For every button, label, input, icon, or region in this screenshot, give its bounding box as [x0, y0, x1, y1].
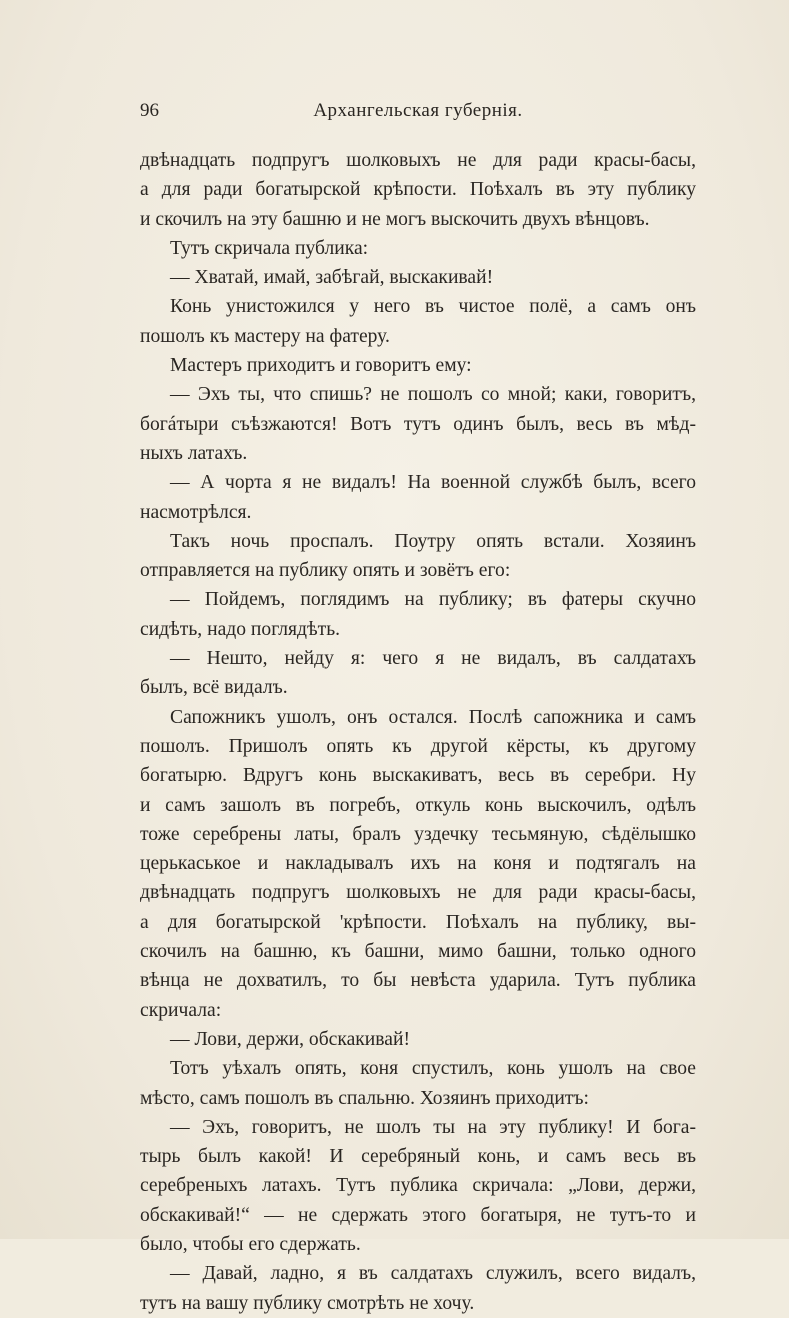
text-line: вѣнца не дохватилъ, то бы невѣста ударила. Тутъ публика: [140, 970, 696, 992]
text-line: Тотъ уѣхалъ опять, коня спустилъ, конь ушолъ на свое: [170, 1058, 696, 1080]
text-line: былъ, всё видалъ.: [140, 677, 288, 699]
text-line: а для богатырской 'крѣпости. Поѣхалъ на публику, вы-: [140, 911, 696, 933]
body-text: [140, 146, 696, 1318]
text-line: и скочилъ на эту башню и не могъ выскочить двухъ вѣнцовъ.: [140, 208, 650, 230]
text-line: церькаськое и накладывалъ ихъ на коня и подтягалъ на: [140, 853, 696, 875]
running-head: [140, 100, 696, 128]
text-line: — Лови, держи, обскакивай!: [170, 1028, 410, 1050]
text-line: Такъ ночь проспалъ. Поутру опять встали. Хозяинъ: [170, 530, 696, 552]
text-line: ныхъ латахъ.: [140, 442, 248, 464]
text-line: двѣнадцать подпругъ шолковыхъ не для ради красы-басы,: [140, 150, 696, 171]
page-number: 96: [140, 100, 159, 121]
running-title: Архангельская губернія.: [313, 100, 523, 121]
text-line: скочилъ на башню, къ башни, мимо башни, только одного: [140, 941, 696, 963]
text-line: тырь былъ какой! И серебряный конь, и самъ весь въ: [140, 1146, 696, 1168]
text-line: Сапожникъ ушолъ, онъ остался. Послѣ сапожника и самъ: [170, 706, 696, 728]
text-line: было, чтобы его сдержать.: [140, 1233, 361, 1255]
text-line: Тутъ скричала публика:: [170, 237, 369, 259]
text-line: пошолъ къ мастеру на фатеру.: [140, 325, 390, 347]
text-line: — Давай, ладно, я въ салдатахъ служилъ, всего видалъ,: [170, 1263, 696, 1285]
text-line: а для ради богатырской крѣпости. Поѣхалъ въ эту публику: [140, 179, 696, 201]
text-line: — Эхъ ты, что спишь? не пошолъ со мной; каки, говоритъ,: [170, 384, 696, 406]
text-line: — Пойдемъ, поглядимъ на публику; въ фатеры скучно: [170, 589, 696, 611]
text-line: насмотрѣлся.: [140, 501, 252, 523]
text-line: тутъ на вашу публику смотрѣть не хочу.: [140, 1292, 475, 1314]
text-line: скричала:: [140, 999, 222, 1021]
text-line: отправляется на публику опять и зовётъ его:: [140, 560, 511, 582]
text-line: — Хватай, имай, забѣгай, выскакивай!: [170, 267, 494, 289]
text-line: и самъ зашолъ въ погребъ, откуль конь выскочилъ, одѣлъ: [140, 794, 696, 816]
text-line: мѣсто, самъ пошолъ въ спальню. Хозяинъ приходитъ:: [140, 1087, 590, 1109]
text-line: Мастеръ приходитъ и говоритъ ему:: [170, 355, 472, 377]
text-line: тоже серебрены латы, бралъ уздечку тесьмяную, сѣдёлышко: [140, 823, 696, 845]
text-line: — Нешто, нейду я: чего я не видалъ, въ салдатахъ: [170, 648, 696, 670]
text-line: богатырю. Вдругъ конь выскакиватъ, весь въ серебри. Ну: [140, 765, 696, 787]
text-line: Конь унистожился у него въ чистое полё, а самъ онъ: [170, 296, 696, 318]
text-line: обскакивай!“ — не сдержать этого богатыря, не тутъ-то и: [140, 1204, 696, 1226]
text-line: — А чорта я не видалъ! На военной службѣ былъ, всего: [170, 472, 696, 494]
text-line: двѣнадцать подпругъ шолковыхъ не для ради красы-басы,: [140, 882, 696, 904]
text-line: серебреныхъ латахъ. Тутъ публика скричала: „Лови, держи,: [140, 1175, 696, 1197]
text-line: пошолъ. Пришолъ опять къ другой кёрсты, къ другому: [140, 735, 696, 757]
text-line: — Эхъ, говоритъ, не шолъ ты на эту публику! И бога-: [170, 1116, 696, 1138]
text-line: сидѣть, надо поглядѣть.: [140, 618, 341, 640]
text-line: богáтыри съѣзжаются! Вотъ тутъ одинъ былъ, весь въ мѣд-: [140, 413, 696, 435]
